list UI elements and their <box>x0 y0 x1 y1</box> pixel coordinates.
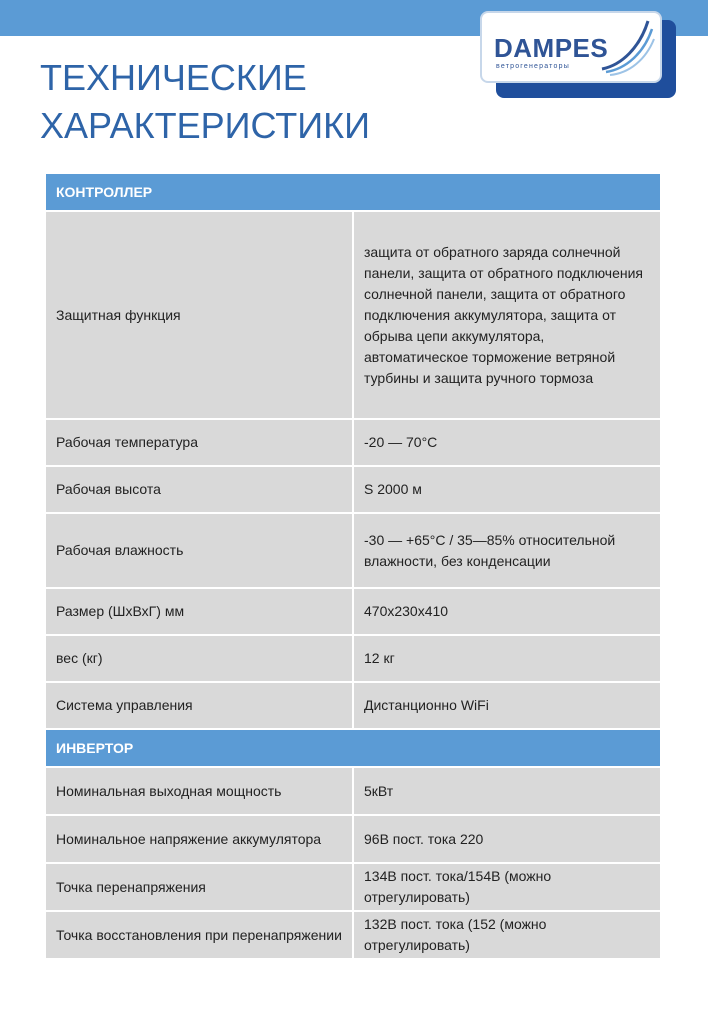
wind-swoosh-icon <box>600 17 656 77</box>
spec-value: S 2000 м <box>353 466 661 513</box>
logo-tagline: ветрогенераторы <box>496 63 570 70</box>
section-header-inverter <box>45 729 661 767</box>
spec-value: -30 — +65°C / 35—85% относительной влажности, без конденсации <box>353 513 661 588</box>
table-row <box>45 635 661 682</box>
spec-value: 12 кг <box>353 635 661 682</box>
spec-value: 134В пост. тока/154В (можно отрегулировать) <box>353 863 661 911</box>
spec-value: Дистанционно WiFi <box>353 682 661 729</box>
spec-label: Точка перенапряжения <box>45 863 353 911</box>
page-title <box>40 54 370 150</box>
spec-value: 132В пост. тока (152 (можно отрегулировать) <box>353 911 661 959</box>
spec-label: Рабочая температура <box>45 419 353 466</box>
spec-label: Защитная функция <box>45 211 353 419</box>
spec-label: Рабочая влажность <box>45 513 353 588</box>
table-row <box>45 682 661 729</box>
table-row <box>45 513 661 588</box>
spec-value: 470x230x410 <box>353 588 661 635</box>
table-row <box>45 863 661 911</box>
logo-name: DAMPES <box>494 33 609 63</box>
table-row <box>45 211 661 419</box>
table-row <box>45 911 661 959</box>
spec-label: Рабочая высота <box>45 466 353 513</box>
table-row <box>45 466 661 513</box>
spec-label: Номинальное напряжение аккумулятора <box>45 815 353 863</box>
spec-value: защита от обратного заряда солнечной панели, защита от обратного подключения солнечной панели, защита от обратного подключения аккумулятора, защита от обрыва цепи аккумулятора, автоматическое торможение ветряной турбины и защита ручного тормоза <box>353 211 661 419</box>
table-row <box>45 419 661 466</box>
table-row <box>45 815 661 863</box>
spec-label: Точка восстановления при перенапряжении <box>45 911 353 959</box>
company-logo <box>480 11 662 83</box>
spec-value: -20 — 70°C <box>353 419 661 466</box>
spec-label: Система управления <box>45 682 353 729</box>
spec-value: 5кВт <box>353 767 661 815</box>
table-row <box>45 588 661 635</box>
spec-label: Размер (ШхВхГ) мм <box>45 588 353 635</box>
section-heading: КОНТРОЛЛЕР <box>45 173 661 211</box>
title-line-2: ХАРАКТЕРИСТИКИ <box>40 105 371 146</box>
section-heading: ИНВЕРТОР <box>45 729 661 767</box>
section-header-controller <box>45 173 661 211</box>
spec-label: Номинальная выходная мощность <box>45 767 353 815</box>
spec-label: вес (кг) <box>45 635 353 682</box>
table-row <box>45 767 661 815</box>
spec-value: 96В пост. тока 220 <box>353 815 661 863</box>
title-line-1: ТЕХНИЧЕСКИЕ <box>40 57 307 98</box>
spec-table <box>44 172 662 960</box>
